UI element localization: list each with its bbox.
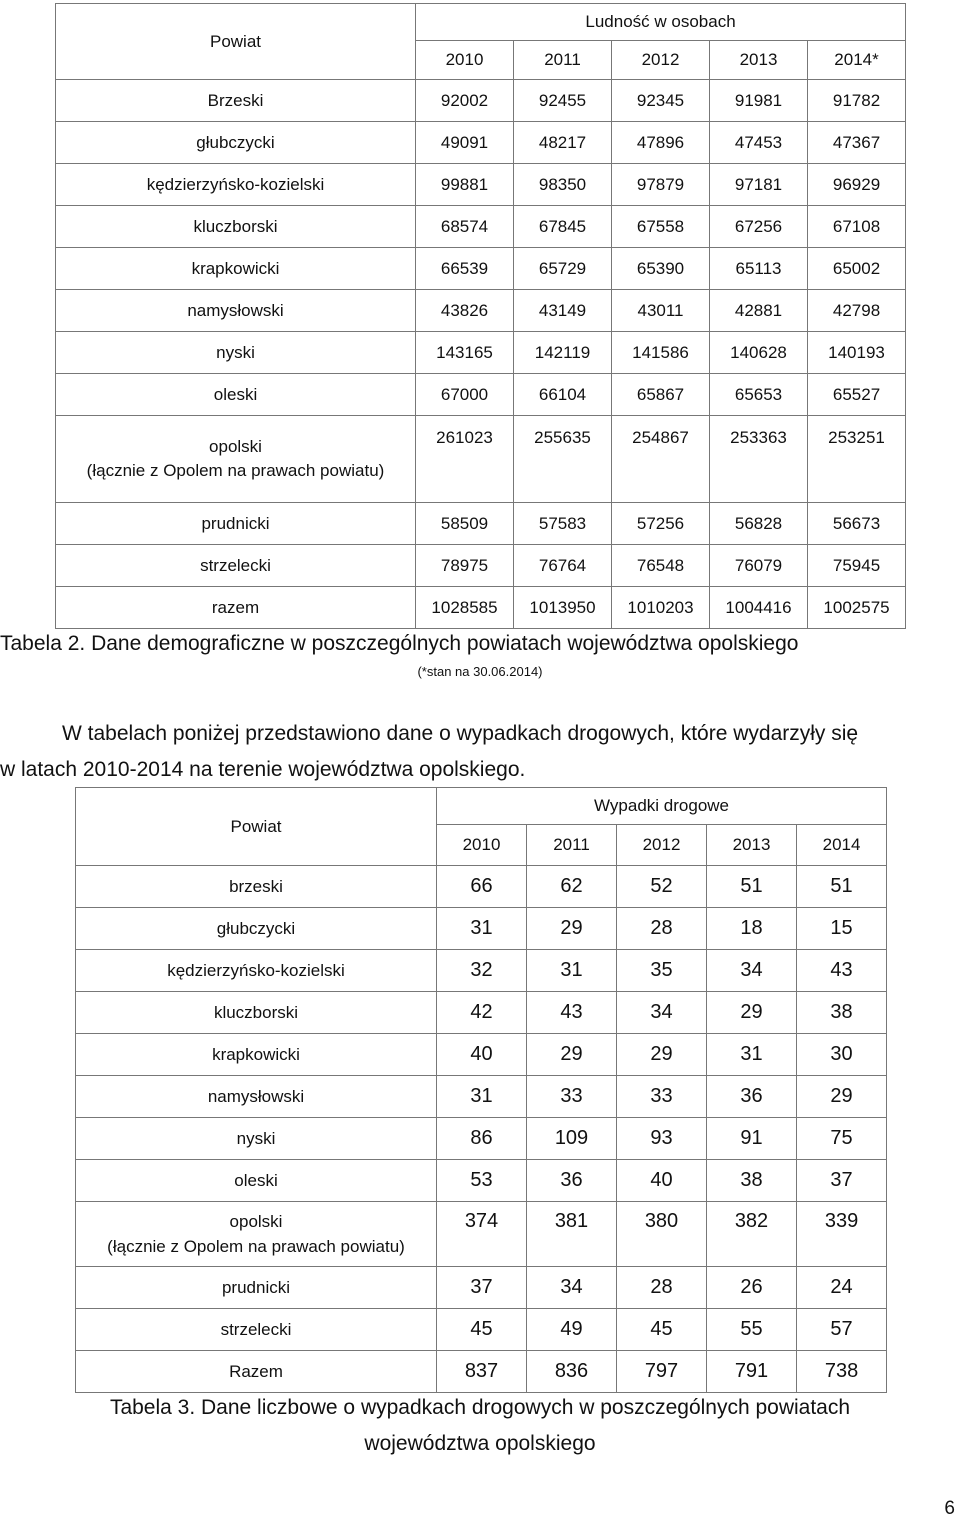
accidents-row	[76, 1267, 887, 1309]
accidents-value-cell: 37	[437, 1267, 527, 1309]
population-value-cell: 57256	[612, 503, 710, 545]
accidents-year-header: 2010	[437, 825, 527, 866]
accidents-value-cell: 53	[437, 1160, 527, 1202]
table3-caption-line2: województwa opolskiego	[364, 1432, 596, 1455]
population-powiat-name: strzelecki	[200, 555, 271, 575]
intro-paragraph-line1: W tabelach poniżej przedstawiono dane o wypadkach drogowych, które wydarzyły się	[62, 722, 859, 745]
accidents-powiat-cell	[76, 1076, 437, 1118]
accidents-value-cell: 36	[527, 1160, 617, 1202]
population-value-cell: 48217	[514, 122, 612, 164]
population-value-cell: 142119	[514, 332, 612, 374]
population-value-cell: 76764	[514, 545, 612, 587]
accidents-powiat-name: brzeski	[229, 877, 283, 896]
accidents-value-cell: 374	[437, 1202, 527, 1267]
accidents-row	[76, 950, 887, 992]
population-powiat-name: prudnicki	[201, 513, 270, 533]
population-row	[56, 416, 906, 503]
accidents-powiat-cell	[76, 908, 437, 950]
accidents-value-cell: 51	[707, 866, 797, 908]
accidents-value-cell: 339	[797, 1202, 887, 1267]
accidents-powiat-cell	[76, 1160, 437, 1202]
accidents-powiat-cell	[76, 1309, 437, 1351]
accidents-powiat-cell	[76, 1267, 437, 1309]
population-value-cell: 96929	[808, 164, 906, 206]
population-powiat-name: opolski	[209, 437, 262, 456]
accidents-value-cell: 29	[617, 1034, 707, 1076]
accidents-value-cell: 29	[527, 1034, 617, 1076]
accidents-value-cell: 26	[707, 1267, 797, 1309]
accidents-powiat-name: opolski	[229, 1212, 283, 1231]
population-powiat-name: kluczborski	[193, 216, 278, 236]
population-powiat-name: namysłowski	[187, 300, 284, 320]
population-value-cell: 140628	[710, 332, 808, 374]
accidents-value-cell: 93	[617, 1118, 707, 1160]
population-value-cell: 99881	[416, 164, 514, 206]
accidents-value-cell: 28	[617, 1267, 707, 1309]
accidents-value-cell: 381	[527, 1202, 617, 1267]
population-powiat-name: głubczycki	[196, 132, 275, 152]
population-year-header: 2013	[710, 41, 808, 80]
accidents-value-cell: 797	[617, 1351, 707, 1393]
population-value-cell: 76079	[710, 545, 808, 587]
population-value-cell: 65113	[710, 248, 808, 290]
accidents-value-cell: 57	[797, 1309, 887, 1351]
accidents-value-cell: 75	[797, 1118, 887, 1160]
population-value-cell: 141586	[612, 332, 710, 374]
population-value-cell: 66104	[514, 374, 612, 416]
accidents-powiat-name: oleski	[234, 1171, 278, 1190]
accidents-row	[76, 1202, 887, 1267]
population-row	[56, 374, 906, 416]
population-value-cell: 76548	[612, 545, 710, 587]
population-value-cell: 43826	[416, 290, 514, 332]
accidents-value-cell: 86	[437, 1118, 527, 1160]
population-powiat-cell	[56, 587, 416, 629]
accidents-powiat-name: krapkowicki	[212, 1045, 300, 1064]
population-value-cell: 67256	[710, 206, 808, 248]
accidents-powiat-name: Razem	[229, 1362, 283, 1381]
population-value-cell: 97181	[710, 164, 808, 206]
population-powiat-name: Brzeski	[207, 90, 264, 110]
population-value-cell: 140193	[808, 332, 906, 374]
population-value-cell: 67000	[416, 374, 514, 416]
population-value-cell: 43011	[612, 290, 710, 332]
accidents-value-cell: 109	[527, 1118, 617, 1160]
accidents-value-cell: 34	[707, 950, 797, 992]
population-value-cell: 47367	[808, 122, 906, 164]
population-row	[56, 587, 906, 629]
accidents-value-cell: 29	[707, 992, 797, 1034]
accidents-value-cell: 380	[617, 1202, 707, 1267]
accidents-powiat-name: nyski	[236, 1129, 276, 1148]
population-row	[56, 80, 906, 122]
accidents-value-cell: 38	[707, 1160, 797, 1202]
accidents-year-header: 2011	[527, 825, 617, 866]
accidents-value-cell: 51	[797, 866, 887, 908]
accidents-value-cell: 66	[437, 866, 527, 908]
accidents-powiat-name: strzelecki	[220, 1320, 292, 1339]
accidents-powiat-cell	[76, 1202, 437, 1267]
accidents-value-cell: 837	[437, 1351, 527, 1393]
population-powiat-name: kędzierzyńsko-kozielski	[146, 174, 325, 194]
population-powiat-cell	[56, 374, 416, 416]
population-value-cell: 47453	[710, 122, 808, 164]
population-powiat-cell	[56, 290, 416, 332]
population-powiat-name: krapkowicki	[191, 258, 280, 278]
population-value-cell: 75945	[808, 545, 906, 587]
population-powiat-cell	[56, 80, 416, 122]
population-header-group: Ludność w osobach	[416, 4, 906, 41]
population-value-cell: 261023	[416, 416, 514, 503]
population-row	[56, 545, 906, 587]
intro-paragraph-line2: w latach 2010-2014 na terenie województwa opolskiego.	[0, 758, 526, 781]
accidents-value-cell: 33	[527, 1076, 617, 1118]
accidents-powiat-name: głubczycki	[216, 919, 296, 938]
population-value-cell: 65729	[514, 248, 612, 290]
population-powiat-cell	[56, 332, 416, 374]
accidents-powiat-name: prudnicki	[221, 1278, 291, 1297]
population-value-cell: 78975	[416, 545, 514, 587]
accidents-value-cell: 30	[797, 1034, 887, 1076]
population-value-cell: 42798	[808, 290, 906, 332]
population-value-cell: 1004416	[710, 587, 808, 629]
population-value-cell: 253363	[710, 416, 808, 503]
population-powiat-name: oleski	[213, 384, 258, 404]
population-row	[56, 206, 906, 248]
accidents-value-cell: 49	[527, 1309, 617, 1351]
accidents-value-cell: 45	[617, 1309, 707, 1351]
population-value-cell: 254867	[612, 416, 710, 503]
population-value-cell: 65002	[808, 248, 906, 290]
accidents-value-cell: 382	[707, 1202, 797, 1267]
population-value-cell: 92002	[416, 80, 514, 122]
population-value-cell: 91782	[808, 80, 906, 122]
population-value-cell: 49091	[416, 122, 514, 164]
population-row	[56, 248, 906, 290]
population-value-cell: 1013950	[514, 587, 612, 629]
accidents-value-cell: 91	[707, 1118, 797, 1160]
population-value-cell: 47896	[612, 122, 710, 164]
population-year-header: 2010	[416, 41, 514, 80]
accidents-value-cell: 55	[707, 1309, 797, 1351]
table2-caption: Tabela 2. Dane demograficzne w poszczególnych powiatach województwa opolskiego	[0, 632, 799, 655]
accidents-table	[75, 787, 887, 1393]
population-value-cell: 67108	[808, 206, 906, 248]
population-powiat-subnote: (łącznie z Opolem na prawach powiatu)	[86, 461, 385, 480]
accidents-value-cell: 38	[797, 992, 887, 1034]
population-value-cell: 67558	[612, 206, 710, 248]
accidents-value-cell: 43	[797, 950, 887, 992]
accidents-row	[76, 1351, 887, 1393]
accidents-value-cell: 36	[707, 1076, 797, 1118]
population-row	[56, 164, 906, 206]
accidents-header-powiat: Powiat	[76, 788, 437, 866]
population-value-cell: 97879	[612, 164, 710, 206]
population-row	[56, 503, 906, 545]
population-value-cell: 92345	[612, 80, 710, 122]
population-powiat-cell	[56, 122, 416, 164]
population-value-cell: 57583	[514, 503, 612, 545]
table3-caption-line1: Tabela 3. Dane liczbowe o wypadkach drogowych w poszczególnych powiatach	[109, 1396, 851, 1419]
accidents-powiat-cell	[76, 1351, 437, 1393]
accidents-year-header: 2012	[617, 825, 707, 866]
population-powiat-name: razem	[211, 597, 260, 617]
population-value-cell: 255635	[514, 416, 612, 503]
accidents-value-cell: 28	[617, 908, 707, 950]
accidents-powiat-cell	[76, 1118, 437, 1160]
accidents-row	[76, 1309, 887, 1351]
population-table-body	[56, 4, 906, 629]
population-header-row	[56, 4, 906, 41]
population-powiat-cell	[56, 164, 416, 206]
accidents-powiat-cell	[76, 1034, 437, 1076]
accidents-powiat-cell	[76, 866, 437, 908]
accidents-value-cell: 18	[707, 908, 797, 950]
accidents-value-cell: 52	[617, 866, 707, 908]
population-value-cell: 65867	[612, 374, 710, 416]
accidents-powiat-name: namysłowski	[207, 1087, 305, 1106]
population-value-cell: 1028585	[416, 587, 514, 629]
accidents-value-cell: 37	[797, 1160, 887, 1202]
population-value-cell: 68574	[416, 206, 514, 248]
accidents-value-cell: 45	[437, 1309, 527, 1351]
accidents-header-row	[76, 788, 887, 825]
accidents-powiat-name: kluczborski	[213, 1003, 299, 1022]
intro-paragraph	[0, 716, 960, 788]
accidents-value-cell: 32	[437, 950, 527, 992]
population-value-cell: 66539	[416, 248, 514, 290]
table2-note: (*stan na 30.06.2014)	[417, 664, 543, 679]
population-powiat-name: nyski	[216, 342, 255, 362]
accidents-value-cell: 31	[707, 1034, 797, 1076]
accidents-value-cell: 15	[797, 908, 887, 950]
accidents-row	[76, 1034, 887, 1076]
accidents-value-cell: 29	[527, 908, 617, 950]
accidents-year-header: 2014	[797, 825, 887, 866]
accidents-value-cell: 33	[617, 1076, 707, 1118]
accidents-value-cell: 29	[797, 1076, 887, 1118]
population-powiat-cell	[56, 503, 416, 545]
accidents-value-cell: 34	[527, 1267, 617, 1309]
population-value-cell: 92455	[514, 80, 612, 122]
population-value-cell: 58509	[416, 503, 514, 545]
population-row	[56, 122, 906, 164]
accidents-value-cell: 40	[437, 1034, 527, 1076]
population-powiat-cell	[56, 248, 416, 290]
accidents-powiat-cell	[76, 950, 437, 992]
page-number: 6	[944, 1498, 955, 1519]
population-value-cell: 56673	[808, 503, 906, 545]
population-value-cell: 43149	[514, 290, 612, 332]
accidents-row	[76, 1160, 887, 1202]
accidents-row	[76, 1118, 887, 1160]
population-value-cell: 91981	[710, 80, 808, 122]
population-value-cell: 65390	[612, 248, 710, 290]
accidents-row	[76, 866, 887, 908]
population-year-header: 2012	[612, 41, 710, 80]
population-value-cell: 98350	[514, 164, 612, 206]
accidents-value-cell: 31	[437, 1076, 527, 1118]
accidents-row	[76, 992, 887, 1034]
population-value-cell: 1010203	[612, 587, 710, 629]
accidents-table-body	[76, 788, 887, 1393]
population-table	[55, 3, 906, 629]
accidents-row	[76, 1076, 887, 1118]
population-powiat-cell	[56, 206, 416, 248]
population-row	[56, 290, 906, 332]
population-year-header: 2011	[514, 41, 612, 80]
population-year-header: 2014*	[808, 41, 906, 80]
accidents-year-header: 2013	[707, 825, 797, 866]
accidents-value-cell: 738	[797, 1351, 887, 1393]
population-value-cell: 65653	[710, 374, 808, 416]
accidents-value-cell: 34	[617, 992, 707, 1034]
accidents-powiat-subnote: (łącznie z Opolem na prawach powiatu)	[107, 1237, 405, 1256]
accidents-value-cell: 62	[527, 866, 617, 908]
population-value-cell: 67845	[514, 206, 612, 248]
population-row	[56, 332, 906, 374]
accidents-value-cell: 24	[797, 1267, 887, 1309]
accidents-value-cell: 31	[437, 908, 527, 950]
population-value-cell: 42881	[710, 290, 808, 332]
population-value-cell: 143165	[416, 332, 514, 374]
accidents-row	[76, 908, 887, 950]
population-value-cell: 56828	[710, 503, 808, 545]
population-value-cell: 253251	[808, 416, 906, 503]
accidents-value-cell: 40	[617, 1160, 707, 1202]
accidents-powiat-cell	[76, 992, 437, 1034]
accidents-value-cell: 791	[707, 1351, 797, 1393]
accidents-value-cell: 35	[617, 950, 707, 992]
table3-caption	[0, 1390, 960, 1462]
accidents-value-cell: 836	[527, 1351, 617, 1393]
population-value-cell: 65527	[808, 374, 906, 416]
accidents-value-cell: 31	[527, 950, 617, 992]
accidents-value-cell: 42	[437, 992, 527, 1034]
accidents-value-cell: 43	[527, 992, 617, 1034]
accidents-powiat-name: kędzierzyńsko-kozielski	[167, 961, 345, 980]
population-value-cell: 1002575	[808, 587, 906, 629]
population-powiat-cell	[56, 545, 416, 587]
population-header-powiat: Powiat	[56, 4, 416, 80]
accidents-header-group: Wypadki drogowe	[437, 788, 887, 825]
population-powiat-cell	[56, 416, 416, 503]
